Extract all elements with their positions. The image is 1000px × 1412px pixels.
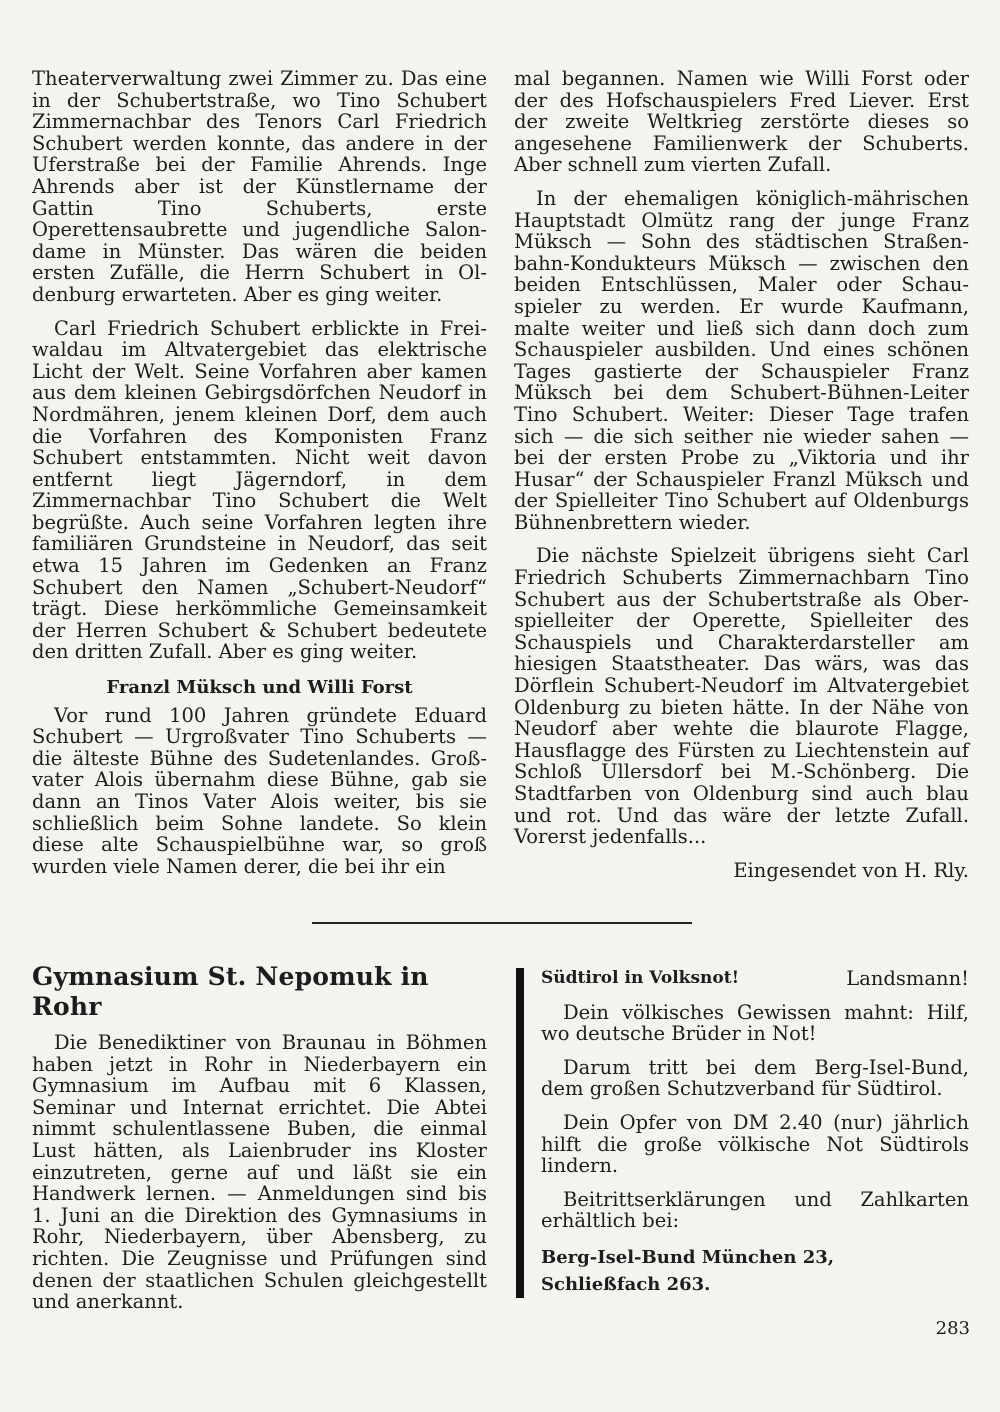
article-paragraph: In der ehemaligen königlich-mährischen Hauptstadt Olmütz rang der junge Franz Müksch — Sohn des städtischen Straßenbahn-Kondukteurs Müksch — zwischen den beiden Entschlüssen, Maler oder Schauspieler zu werden. Er wurde Kaufmann, malte weiter und ließ sich dann doch zum Schauspieler ausbilden. Und eines schönen Tages gastierte der Schauspieler Franz Müksch bei dem Schubert-Bühnen-Leiter Tino Schubert. Weiter: Dieser Tage trafen sich — die sich seither nie wieder sahen — bei der ersten Probe zu „Viktoria und ihr Husar“ der Schauspieler Franzl Müksch und der Spielleiter Tino Schubert auf Oldenburgs Bühnenbrettern wieder.	[514, 186, 969, 534]
article-right-column	[514, 68, 969, 893]
advert-address-line: Schließfach 263.	[541, 1273, 711, 1295]
advert-paragraph: Beitrittserklärungen und Zahlkarten erhältlich bei:	[541, 1187, 969, 1233]
article-paragraph: mal begannen. Namen wie Willi Forst oder der des Hofschauspielers Fred Liever. Erst der zweite Weltkrieg zerstörte dieses so angesehene Familienwerk der Schuberts. Aber schnell zum vierten Zufall.	[514, 67, 969, 177]
article-left-column	[32, 68, 487, 889]
advert-paragraph: Dein völkisches Gewissen mahnt: Hilf, wo deutsche Brüder in Not!	[541, 1000, 969, 1046]
advert-header	[541, 968, 969, 990]
advert-headline: Südtirol in Volksnot!	[541, 968, 740, 988]
section-divider	[312, 922, 692, 924]
suedtirol-advert	[541, 968, 969, 1298]
gymnasium-title: Gymnasium St. Nepomuk in Rohr	[32, 962, 429, 1021]
advert-paragraph: Darum tritt bei dem Berg-Isel-Bund, dem großen Schutzverband für Südtirol.	[541, 1055, 969, 1101]
gymnasium-notice	[32, 962, 487, 1325]
article-paragraph: Die nächste Spielzeit übrigens sieht Carl Friedrich Schuberts Zimmernachbarn Tino Schubert aus der Schubertstraße als Oberspielleiter der Operette, Spielleiter des Schauspiels und Charakterdarsteller am hiesigen Staatstheater. Das wärs, was das Dörflein Schubert-Neudorf im Altvatergebiet Oldenburg zu bieten hätte. In der Nähe von Neudorf aber wehte die blaurote Flagge, Hausflagge des Fürsten zu Liechtenstein auf Schloß Ullersdorf bei M.-Schönberg. Die Stadtfarben von Oldenburg sind auch blau und rot. Und das wäre der letzte Zufall. Vorerst jedenfalls...	[514, 544, 969, 849]
article-signature: Eingesendet von H. Rly.	[733, 858, 969, 882]
page-number: 283	[935, 1318, 970, 1339]
article-paragraph: Vor rund 100 Jahren gründete Eduard Schubert — Urgroßvater Tino Schuberts — die älteste Bühne des Sudetenlandes. Großvater Alois übernahm diese Bühne, gab sie dann an Tinos Vater Alois weiter, bis sie schließlich beim Sohne landete. So klein diese alte Schauspielbühne war, so groß wurden viele Namen derer, die bei ihr ein	[32, 703, 487, 878]
article-paragraph: Theaterverwaltung zwei Zimmer zu. Das eine in der Schubertstraße, wo Tino Schubert Zimmernachbar des Tenors Carl Friedrich Schubert werden konnte, das andere in der Uferstraße bei der Familie Ahrends. Inge Ahrends aber ist der Künstlername der Gattin Tino Schuberts, erste Operettensaubrette und jugendliche Salondame in Münster. Das wären die beiden ersten Zufälle, die Herrn Schubert in Oldenburg erwarteten. Aber es ging weiter.	[32, 67, 487, 306]
advert-address	[541, 1244, 969, 1298]
article-paragraph: Carl Friedrich Schubert erblickte in Freiwaldau im Altvatergebiet das elektrische Licht der Welt. Seine Vorfahren aber kamen aus dem kleinen Gebirgsdörfchen Neudorf in Nordmähren, jenem kleinen Dorf, dem auch die Vorfahren des Komponisten Franz Schubert entstammten. Nicht weit davon entfernt liegt Jägerndorf, in dem Zimmernachbar Tino Schubert die Welt begrüßte. Auch seine Vorfahren legten ihre familiären Grundsteine in Neudorf, das seit etwa 15 Jahren im Gedenken an Franz Schubert den Namen „Schubert-Neudorf“ trägt. Diese herkömmliche Gemeinsamkeit der Herren Schubert & Schubert bedeutete den dritten Zufall. Aber es ging weiter.	[32, 316, 487, 664]
advert-address-line: Berg-Isel-Bund München 23,	[541, 1246, 835, 1268]
gymnasium-body: Die Benediktiner von Braunau in Böhmen haben jetzt in Rohr in Niederbayern ein Gymnasium im Aufbau mit 6 Klassen, Seminar und Internat errichtet. Die Abtei nimmt schulentlassene Buben, die einmal Lust hätten, als Laienbruder ins Kloster einzutreten, gerne auf und läßt sie ein Handwerk lernen. — Anmeldungen sind bis 1. Juni an die Direktion des Gymnasiums in Rohr, Niederbayern, über Abensberg, zu richten. Die Zeugnisse und Prüfungen sind denen der staatlichen Schulen gleichgestellt und anerkannt.	[32, 1031, 487, 1314]
advert-side-bar	[516, 968, 524, 1298]
article-subheading: Franzl Müksch und Willi Forst	[106, 677, 413, 699]
advert-salutation: Landsmann!	[846, 967, 969, 990]
advert-paragraph: Dein Opfer von DM 2.40 (nur) jährlich hilft die große völkische Not Südtirols lindern.	[541, 1110, 969, 1178]
